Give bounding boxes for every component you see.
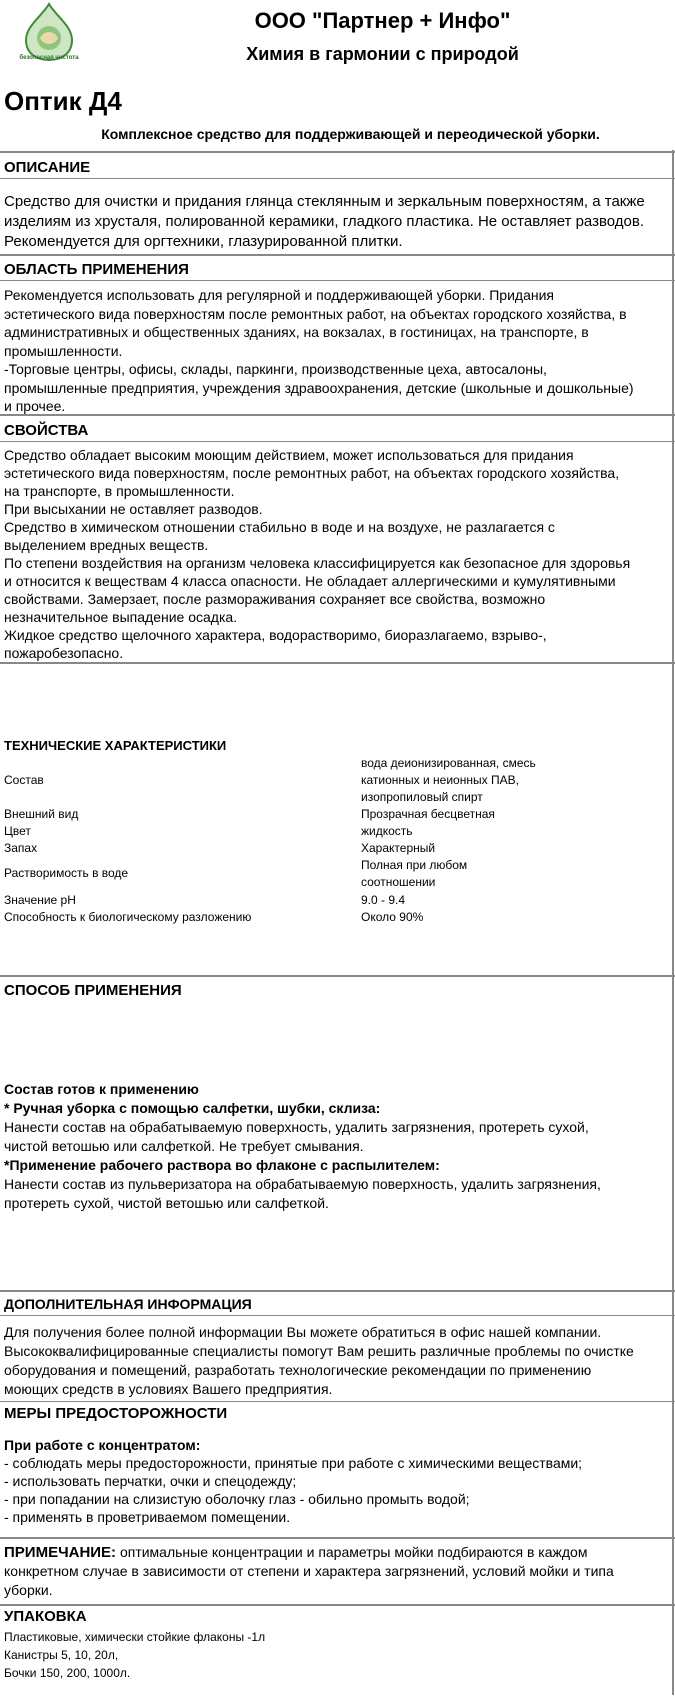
divider xyxy=(0,975,675,977)
section-body-description xyxy=(4,192,672,252)
text-line: - использовать перчатки, очки и спецодежду; xyxy=(4,1473,297,1489)
tech-value-ph: 9.0 - 9.4 xyxy=(361,893,406,907)
text-line: оборудования и помещений, разработать технологические рекомендации по применению xyxy=(4,1362,592,1378)
text-line: Рекомендуется использовать для регулярной и поддерживающей уборки. Придания xyxy=(4,287,554,303)
divider xyxy=(0,178,675,179)
right-border xyxy=(672,150,674,1695)
tech-label-color: Цвет xyxy=(4,824,31,838)
text-line: свойствами. Замерзает, после размораживания сохраняет все свойства, возможно xyxy=(4,591,546,607)
text-line: изделиям из хрусталя, полированной керамики, гладкого пластика. Не оставляет разводов. xyxy=(4,213,645,230)
tech-value-line: соотношении xyxy=(361,875,436,889)
tech-label-appearance: Внешний вид xyxy=(4,807,79,821)
text-line: административных и общественных зданиях, на вокзалах, в гостиницах, на транспорте, в xyxy=(4,324,589,340)
usage-manual-title: * Ручная уборка с помощью салфетки, шубки, склиза: xyxy=(4,1100,381,1116)
section-heading-usage: СПОСОБ ПРИМЕНЕНИЯ xyxy=(4,982,182,999)
text-line: При высыхании не оставляет разводов. xyxy=(4,501,263,517)
product-subtitle: Комплексное средство для поддерживающей и переодической уборки. xyxy=(101,126,600,142)
text-line: уборки. xyxy=(4,1582,53,1598)
divider xyxy=(0,1604,675,1606)
divider xyxy=(0,1290,675,1292)
tech-label-solubility: Растворимость в воде xyxy=(4,866,129,880)
divider xyxy=(0,280,675,281)
tech-value-biodegradability: Около 90% xyxy=(361,910,424,924)
tech-value-line: изопропиловый спирт xyxy=(361,790,483,804)
precautions-sub: При работе с концентратом: xyxy=(4,1437,201,1453)
text-line: Бочки 150, 200, 1000л. xyxy=(4,1666,131,1680)
tech-value-color: жидкость xyxy=(361,824,413,838)
text-line: Канистры 5, 10, 20л, xyxy=(4,1648,119,1662)
text-line: протереть сухой, чистой ветошью или салфеткой. xyxy=(4,1195,329,1211)
divider xyxy=(0,662,675,664)
text-line: промышленности. xyxy=(4,342,123,359)
section-heading-packaging: УПАКОВКА xyxy=(4,1608,87,1625)
section-body-properties xyxy=(4,446,672,662)
section-heading-description: ОПИСАНИЕ xyxy=(4,159,91,176)
text-line: Высококвалифицированные специалисты помогут Вам решить различные проблемы по очистке xyxy=(4,1343,634,1359)
tech-value-line: катионных и неионных ПАВ, xyxy=(361,773,519,787)
section-body-additional xyxy=(4,1323,672,1399)
section-heading-additional: ДОПОЛНИТЕЛЬНАЯ ИНФОРМАЦИЯ xyxy=(4,1296,252,1312)
text-line: - применять в проветриваемом помещении. xyxy=(4,1509,291,1525)
text-line: и прочее. xyxy=(4,398,66,414)
text-line: Нанести состав на обрабатываемую поверхность, удалить загрязнения, протереть сухой, xyxy=(4,1119,589,1135)
section-heading-application: ОБЛАСТЬ ПРИМЕНЕНИЯ xyxy=(4,261,189,278)
text-line: Для получения более полной информации Вы можете обратиться в офис нашей компании. xyxy=(4,1324,602,1340)
text-line: и относится к веществам 4 класса опасности. Не обладает аллергическими и кумулятивными xyxy=(4,573,616,589)
text-line: По степени воздействия на организм человека классифицируется как безопасное для здоровья xyxy=(4,555,631,571)
tech-value-appearance: Прозрачная бесцветная xyxy=(361,807,495,821)
section-heading-precautions: МЕРЫ ПРЕДОСТОРОЖНОСТИ xyxy=(4,1405,228,1422)
divider xyxy=(0,1401,675,1402)
text-line: Средство в химическом отношении стабильно в воде и на воздухе, не разлагается с xyxy=(4,519,555,535)
text-line: Средство для очистки и придания глянца стеклянным и зеркальным поверхностям, а также xyxy=(4,193,645,210)
tech-value-smell: Характерный xyxy=(361,841,436,855)
text-line: моющих средств в условиях Вашего предприятия. xyxy=(4,1381,333,1397)
divider xyxy=(0,1315,675,1316)
text-line: на транспорте, в промышленности. xyxy=(4,483,235,499)
text-line: Нанести состав из пульверизатора на обрабатываемую поверхность, удалить загрязнения, xyxy=(4,1176,601,1192)
tech-value-composition xyxy=(361,755,561,806)
note-first-text: оптимальные концентрации и параметры мойки подбираются в каждом xyxy=(116,1544,588,1560)
company-name: ООО "Партнер + Инфо" xyxy=(254,8,511,33)
tech-label-biodegradability: Способность к биологическому разложению xyxy=(4,910,252,924)
divider xyxy=(0,441,675,442)
tech-value-solubility xyxy=(361,857,561,891)
note-label: ПРИМЕЧАНИЕ: xyxy=(4,1544,117,1561)
section-body-usage xyxy=(4,1080,672,1213)
company-tagline: Химия в гармонии с природой xyxy=(246,44,519,64)
section-body-precautions xyxy=(4,1436,672,1526)
tech-label-composition: Состав xyxy=(4,773,44,787)
text-line: Рекомендуется для оргтехники, глазурированной плитки. xyxy=(4,233,403,250)
text-line: эстетического вида поверхностям после ремонтных работ, на объектах городского хозяйства, в xyxy=(4,305,627,322)
section-heading-tech: ТЕХНИЧЕСКИЕ ХАРАКТЕРИСТИКИ xyxy=(4,738,227,753)
text-line: Жидкое средство щелочного характера, водорастворимо, биоразлагаемо, взрыво-, xyxy=(4,627,547,643)
text-line: Пластиковые, химически стойкие флаконы -1л xyxy=(4,1630,266,1644)
divider xyxy=(0,254,675,256)
tech-value-line: вода деионизированная, смесь xyxy=(361,756,536,770)
text-line: чистой ветошью или салфеткой. Не требует смывания. xyxy=(4,1138,364,1154)
text-line: -Торговые центры, офисы, склады, паркинги, производственные цеха, автосалоны, xyxy=(4,361,547,377)
tech-value-line: Полная при любом xyxy=(361,858,468,872)
section-body-packaging xyxy=(4,1628,265,1682)
text-line: незначительное выпадение осадка. xyxy=(4,609,238,625)
note-first-line xyxy=(4,1543,672,1562)
section-body-application xyxy=(4,286,672,416)
text-line: - при попадании на слизистую оболочку глаз - обильно промыть водой; xyxy=(4,1491,470,1507)
product-name: Оптик Д4 xyxy=(4,86,122,116)
section-heading-properties: СВОЙСТВА xyxy=(4,422,89,439)
text-line: эстетического вида поверхностям, после ремонтных работ, на объектах городского хозяйства, xyxy=(4,465,620,481)
text-line: пожаробезопасно. xyxy=(4,645,124,661)
text-line: Средство обладает высоким моющим действием, может использоваться для придания xyxy=(4,447,574,463)
tech-label-ph: Значение pH xyxy=(4,893,76,907)
usage-spray-title: *Применение рабочего раствора во флаконе с распылителем: xyxy=(4,1157,440,1173)
usage-ready: Состав готов к применению xyxy=(4,1081,199,1097)
logo-text: безопасная чистота xyxy=(19,55,79,61)
divider xyxy=(0,1537,675,1539)
section-body-note xyxy=(4,1543,672,1600)
divider xyxy=(0,151,675,153)
text-line: промышленные предприятия, учреждения здравоохранения, детские (школьные и дошкольные) xyxy=(4,379,634,396)
text-line: выделением вредных веществ. xyxy=(4,537,209,553)
company-logo xyxy=(18,2,80,62)
text-line: - соблюдать меры предосторожности, принятые при работе с химическими веществами; xyxy=(4,1455,583,1471)
tech-label-smell: Запах xyxy=(4,841,38,855)
text-line: конкретном случае в зависимости от степени и характера загрязнений, условий мойки и типа xyxy=(4,1563,614,1579)
divider xyxy=(0,414,675,416)
